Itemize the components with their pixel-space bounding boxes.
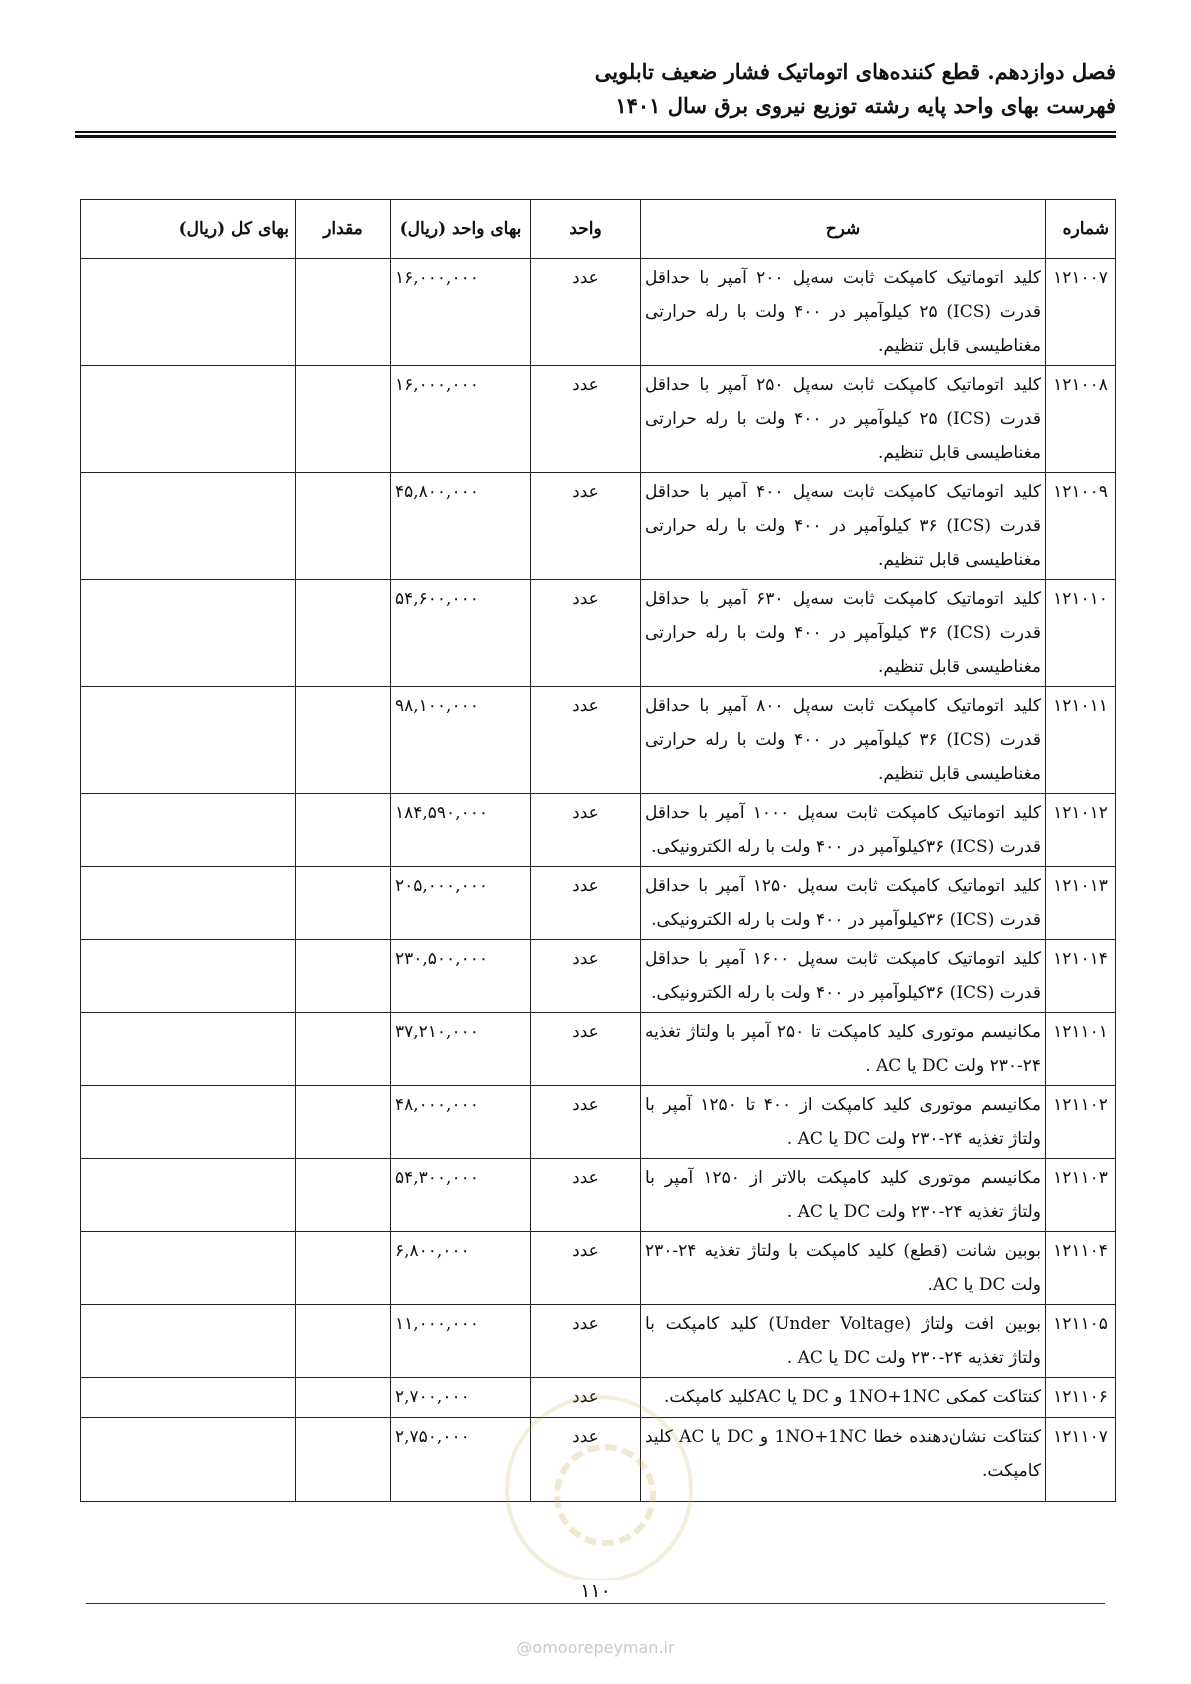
page-number: ۱۱۰ <box>0 1580 1191 1602</box>
table-row <box>81 473 1116 580</box>
row-desc: بوبین شانت (قطع) کلید کامپکت با ولتاژ تغذیه ۲۴-۲۳۰ ولت DC یا AC. <box>641 1232 1046 1305</box>
row-qty <box>296 366 391 473</box>
row-qty <box>296 473 391 580</box>
row-desc: بوبین افت ولتاژ (Under Voltage) کلید کامپکت با ولتاژ تغذیه ۲۴-۲۳۰ ولت DC یا AC . <box>641 1305 1046 1378</box>
row-total <box>81 259 296 366</box>
row-qty <box>296 867 391 940</box>
row-no: ۱۲۱۱۰۱ <box>1046 1013 1116 1086</box>
row-unit-price: ۱۸۴,۵۹۰,۰۰۰ <box>391 794 531 867</box>
table-row <box>81 794 1116 867</box>
row-unit: عدد <box>531 687 641 794</box>
row-total <box>81 867 296 940</box>
row-no: ۱۲۱۱۰۷ <box>1046 1418 1116 1502</box>
table-row <box>81 1159 1116 1232</box>
row-qty <box>296 1418 391 1502</box>
header-total: بهای کل (ریال) <box>81 200 296 259</box>
table-row <box>81 1418 1116 1502</box>
table-row <box>81 940 1116 1013</box>
row-no: ۱۲۱۰۱۱ <box>1046 687 1116 794</box>
row-desc: مکانیسم موتوری کلید کامپکت تا ۲۵۰ آمپر با ولتاژ تغذیه ۲۴-۲۳۰ ولت DC یا AC . <box>641 1013 1046 1086</box>
row-unit-price: ۴۸,۰۰۰,۰۰۰ <box>391 1086 531 1159</box>
row-desc: کلید اتوماتیک کامپکت ثابت سه‌پل ۱۶۰۰ آمپر با حداقل قدرت (ICS) ۳۶کیلوآمپر در ۴۰۰ ولت با رله الکترونیکی. <box>641 940 1046 1013</box>
row-unit-price: ۱۶,۰۰۰,۰۰۰ <box>391 366 531 473</box>
row-qty <box>296 794 391 867</box>
page-header <box>75 55 1116 123</box>
row-qty <box>296 1159 391 1232</box>
row-qty <box>296 1232 391 1305</box>
row-no: ۱۲۱۰۰۸ <box>1046 366 1116 473</box>
chapter-title: فصل دوازدهم. قطع کننده‌های اتوماتیک فشار ضعیف تابلویی <box>594 59 1116 84</box>
row-qty <box>296 1086 391 1159</box>
row-no: ۱۲۱۱۰۳ <box>1046 1159 1116 1232</box>
row-unit-price: ۹۸,۱۰۰,۰۰۰ <box>391 687 531 794</box>
header-rule-thick <box>75 135 1116 138</box>
header-desc: شرح <box>641 200 1046 259</box>
row-qty <box>296 687 391 794</box>
row-total <box>81 794 296 867</box>
row-unit-price: ۲,۷۵۰,۰۰۰ <box>391 1418 531 1502</box>
watermark-site: @omoorepeyman.ir <box>516 1638 675 1657</box>
table-row <box>81 1086 1116 1159</box>
row-unit: عدد <box>531 794 641 867</box>
row-desc: کنتاکت کمکی 1NO+1NC و DC یا ACکلید کامپکت. <box>641 1378 1046 1418</box>
row-unit: عدد <box>531 259 641 366</box>
table-row <box>81 1305 1116 1378</box>
row-unit-price: ۴۵,۸۰۰,۰۰۰ <box>391 473 531 580</box>
row-no: ۱۲۱۰۰۹ <box>1046 473 1116 580</box>
row-desc: کنتاکت نشان‌دهنده خطا 1NO+1NC و DC یا AC کلید کامپکت. <box>641 1418 1046 1502</box>
footer-rule <box>86 1603 1105 1604</box>
table-row <box>81 259 1116 366</box>
row-no: ۱۲۱۰۱۴ <box>1046 940 1116 1013</box>
row-desc: کلید اتوماتیک کامپکت ثابت سه‌پل ۲۰۰ آمپر با حداقل قدرت (ICS) ۲۵ کیلوآمپر در ۴۰۰ ولت با رله حرارتی مغناطیسی قابل تنظیم. <box>641 259 1046 366</box>
row-unit-price: ۱۱,۰۰۰,۰۰۰ <box>391 1305 531 1378</box>
row-unit-price: ۶,۸۰۰,۰۰۰ <box>391 1232 531 1305</box>
row-desc: کلید اتوماتیک کامپکت ثابت سه‌پل ۸۰۰ آمپر با حداقل قدرت (ICS) ۳۶ کیلوآمپر در ۴۰۰ ولت با رله حرارتی مغناطیسی قابل تنظیم. <box>641 687 1046 794</box>
table-row <box>81 1013 1116 1086</box>
table-body <box>81 259 1116 1502</box>
row-unit-price: ۵۴,۳۰۰,۰۰۰ <box>391 1159 531 1232</box>
row-unit: عدد <box>531 867 641 940</box>
row-no: ۱۲۱۱۰۴ <box>1046 1232 1116 1305</box>
row-unit: عدد <box>531 940 641 1013</box>
row-no: ۱۲۱۰۱۳ <box>1046 867 1116 940</box>
row-qty <box>296 1378 391 1418</box>
row-total <box>81 1305 296 1378</box>
row-unit: عدد <box>531 1159 641 1232</box>
table-row <box>81 867 1116 940</box>
header-unit: واحد <box>531 200 641 259</box>
table-row <box>81 366 1116 473</box>
row-unit: عدد <box>531 1086 641 1159</box>
row-unit: عدد <box>531 1232 641 1305</box>
row-unit-price: ۳۷,۲۱۰,۰۰۰ <box>391 1013 531 1086</box>
header-qty: مقدار <box>296 200 391 259</box>
header-unit-price: بهای واحد (ریال) <box>391 200 531 259</box>
row-total <box>81 1086 296 1159</box>
row-desc: کلید اتوماتیک کامپکت ثابت سه‌پل ۱۲۵۰ آمپر با حداقل قدرت (ICS) ۳۶کیلوآمپر در ۴۰۰ ولت با رله الکترونیکی. <box>641 867 1046 940</box>
row-desc: کلید اتوماتیک کامپکت ثابت سه‌پل ۶۳۰ آمپر با حداقل قدرت (ICS) ۳۶ کیلوآمپر در ۴۰۰ ولت با رله حرارتی مغناطیسی قابل تنظیم. <box>641 580 1046 687</box>
row-no: ۱۲۱۰۱۰ <box>1046 580 1116 687</box>
row-unit: عدد <box>531 1013 641 1086</box>
price-table <box>80 199 1116 1502</box>
row-unit: عدد <box>531 366 641 473</box>
table-row <box>81 1378 1116 1418</box>
header-no: شماره <box>1046 200 1116 259</box>
row-total <box>81 473 296 580</box>
row-total <box>81 580 296 687</box>
row-unit-price: ۲۳۰,۵۰۰,۰۰۰ <box>391 940 531 1013</box>
row-unit-price: ۵۴,۶۰۰,۰۰۰ <box>391 580 531 687</box>
row-unit: عدد <box>531 473 641 580</box>
row-desc: مکانیسم موتوری کلید کامپکت بالاتر از ۱۲۵۰ آمپر با ولتاژ تغذیه ۲۴-۲۳۰ ولت DC یا AC . <box>641 1159 1046 1232</box>
row-total <box>81 1232 296 1305</box>
row-no: ۱۲۱۰۱۲ <box>1046 794 1116 867</box>
header-rule-thin <box>75 131 1116 133</box>
row-unit: عدد <box>531 1418 641 1502</box>
row-unit-price: ۲۰۵,۰۰۰,۰۰۰ <box>391 867 531 940</box>
row-qty <box>296 940 391 1013</box>
row-qty <box>296 259 391 366</box>
table-header-row <box>81 200 1116 259</box>
document-title: فهرست بهای واحد پایه رشته توزیع نیروی برق سال ۱۴۰۱ <box>615 93 1116 118</box>
row-unit: عدد <box>531 580 641 687</box>
row-no: ۱۲۱۱۰۶ <box>1046 1378 1116 1418</box>
table-row <box>81 1232 1116 1305</box>
row-total <box>81 940 296 1013</box>
row-no: ۱۲۱۰۰۷ <box>1046 259 1116 366</box>
row-desc: مکانیسم موتوری کلید کامپکت از ۴۰۰ تا ۱۲۵۰ آمپر با ولتاژ تغذیه ۲۴-۲۳۰ ولت DC یا AC . <box>641 1086 1046 1159</box>
row-total <box>81 1013 296 1086</box>
row-total <box>81 366 296 473</box>
row-total <box>81 1378 296 1418</box>
row-desc: کلید اتوماتیک کامپکت ثابت سه‌پل ۱۰۰۰ آمپر با حداقل قدرت (ICS) ۳۶کیلوآمپر در ۴۰۰ ولت با رله الکترونیکی. <box>641 794 1046 867</box>
row-qty <box>296 1305 391 1378</box>
table-row <box>81 687 1116 794</box>
row-unit-price: ۱۶,۰۰۰,۰۰۰ <box>391 259 531 366</box>
row-total <box>81 687 296 794</box>
row-qty <box>296 1013 391 1086</box>
table-row <box>81 580 1116 687</box>
row-unit: عدد <box>531 1305 641 1378</box>
row-desc: کلید اتوماتیک کامپکت ثابت سه‌پل ۴۰۰ آمپر با حداقل قدرت (ICS) ۳۶ کیلوآمپر در ۴۰۰ ولت با رله حرارتی مغناطیسی قابل تنظیم. <box>641 473 1046 580</box>
row-qty <box>296 580 391 687</box>
row-total <box>81 1418 296 1502</box>
row-unit-price: ۲,۷۰۰,۰۰۰ <box>391 1378 531 1418</box>
row-total <box>81 1159 296 1232</box>
row-no: ۱۲۱۱۰۵ <box>1046 1305 1116 1378</box>
row-desc: کلید اتوماتیک کامپکت ثابت سه‌پل ۲۵۰ آمپر با حداقل قدرت (ICS) ۲۵ کیلوآمپر در ۴۰۰ ولت با رله حرارتی مغناطیسی قابل تنظیم. <box>641 366 1046 473</box>
row-no: ۱۲۱۱۰۲ <box>1046 1086 1116 1159</box>
row-unit: عدد <box>531 1378 641 1418</box>
